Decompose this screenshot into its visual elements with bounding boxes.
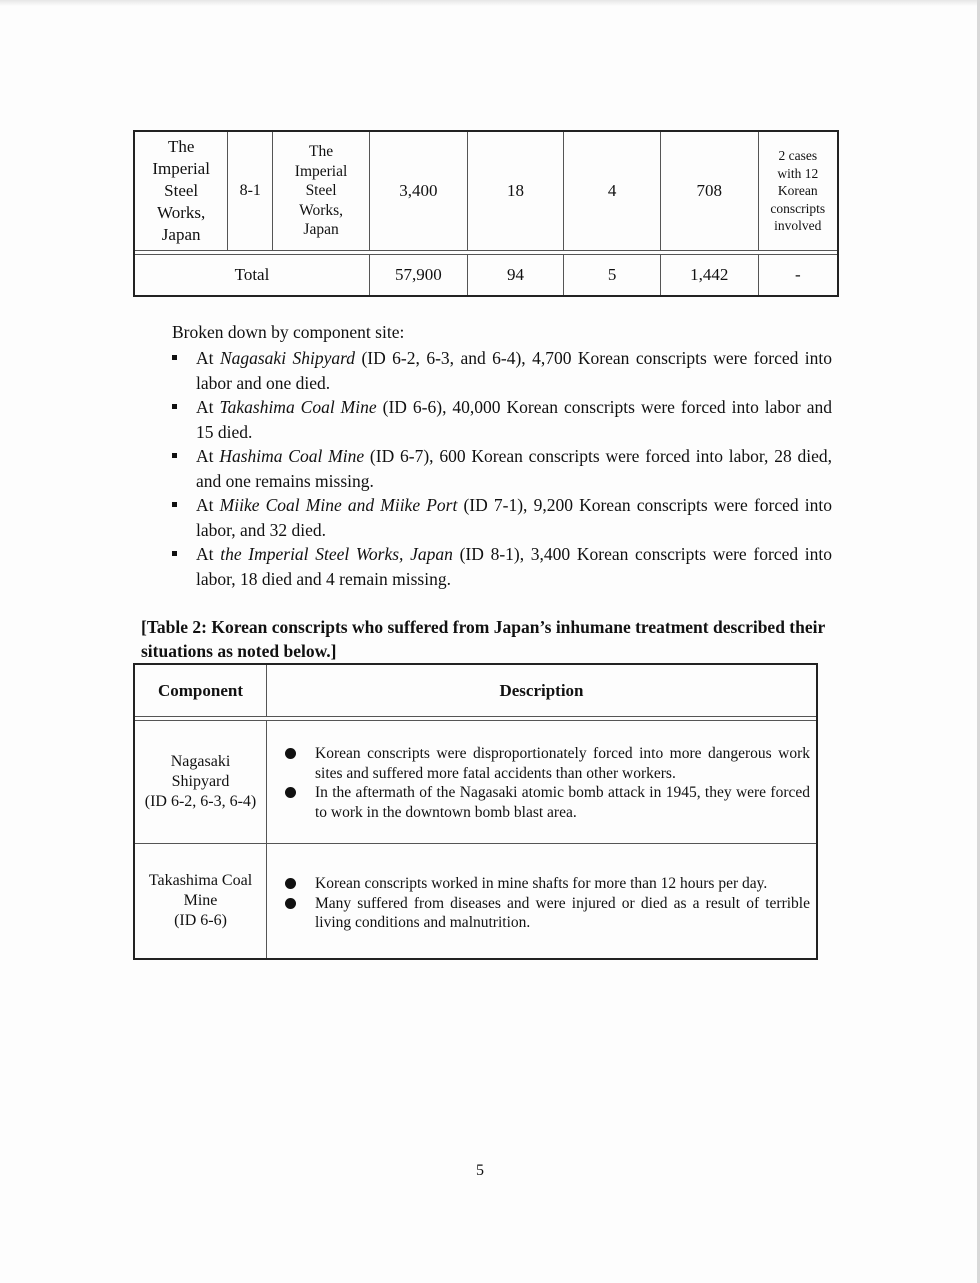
list-item: At Hashima Coal Mine (ID 6-7), 600 Korean conscripts were forced into labor, 28 died, and one remains missing. — [170, 444, 832, 493]
bullet-square-icon — [172, 551, 177, 556]
description-cell — [267, 721, 818, 844]
total-count: 1,442 — [660, 255, 758, 297]
page-number: 5 — [476, 1162, 484, 1179]
component-cell: Nagasaki Shipyard (ID 6-2, 6-3, 6-4) — [134, 721, 267, 844]
scan-edge — [0, 0, 980, 6]
bullet-square-icon — [172, 355, 177, 360]
bullet-dot-icon — [285, 898, 296, 909]
component-cell: The Imperial Steel Works, Japan — [273, 131, 370, 251]
conscripts-table — [133, 130, 839, 297]
list-item: In the aftermath of the Nagasaki atomic bomb attack in 1945, they were forced to work in the downtown bomb blast area. — [281, 783, 810, 822]
list-item: At the Imperial Steel Works, Japan (ID 8-1), 3,400 Korean conscripts were forced into labor, 18 died and 4 remain missing. — [170, 542, 832, 591]
table-caption: [Table 2: Korean conscripts who suffered from Japan’s inhumane treatment described their situations as noted below.] — [141, 617, 825, 661]
bullet-square-icon — [172, 404, 177, 409]
site-cell: The Imperial Steel Works, Japan — [134, 131, 228, 251]
conscripts-cell: 3,400 — [369, 131, 467, 251]
intro-text: Broken down by component site: — [172, 322, 405, 342]
list-item: At Miike Coal Mine and Miike Port (ID 7-1), 9,200 Korean conscripts were forced into labor, and 32 died. — [170, 493, 832, 542]
bullet-square-icon — [172, 453, 177, 458]
deaths-cell: 18 — [467, 131, 564, 251]
bullet-dot-icon — [285, 878, 296, 889]
count-cell: 708 — [660, 131, 758, 251]
total-conscripts: 57,900 — [369, 255, 467, 297]
table-row — [134, 721, 817, 844]
table-row — [134, 844, 817, 960]
list-item: Korean conscripts were disproportionately forced into more dangerous work sites and suffered more fatal accidents than other workers. — [281, 744, 810, 783]
total-missing: 5 — [564, 255, 661, 297]
bullet-dot-icon — [285, 787, 296, 798]
missing-cell: 4 — [564, 131, 661, 251]
component-site-list — [170, 346, 832, 591]
treatment-table — [133, 663, 818, 960]
list-item: Korean conscripts worked in mine shafts for more than 12 hours per day. — [281, 874, 810, 894]
bullet-dot-icon — [285, 748, 296, 759]
component-cell: Takashima Coal Mine (ID 6-6) — [134, 844, 267, 960]
list-item: At Nagasaki Shipyard (ID 6-2, 6-3, and 6-4), 4,700 Korean conscripts were forced into labor and one died. — [170, 346, 832, 395]
column-header-description: Description — [267, 664, 818, 717]
list-item: At Takashima Coal Mine (ID 6-6), 40,000 Korean conscripts were forced into labor and 15 died. — [170, 395, 832, 444]
id-cell: 8-1 — [228, 131, 273, 251]
table-header-row — [134, 664, 817, 717]
list-item: Many suffered from diseases and were injured or died as a result of terrible living conditions and malnutrition. — [281, 894, 810, 933]
total-note: - — [758, 255, 838, 297]
note-cell: 2 cases with 12 Korean conscripts involved — [758, 131, 838, 251]
total-row — [134, 255, 838, 297]
column-header-component: Component — [134, 664, 267, 717]
table-row — [134, 131, 838, 251]
bullet-square-icon — [172, 502, 177, 507]
description-cell — [267, 844, 818, 960]
total-deaths: 94 — [467, 255, 564, 297]
total-label: Total — [134, 255, 369, 297]
